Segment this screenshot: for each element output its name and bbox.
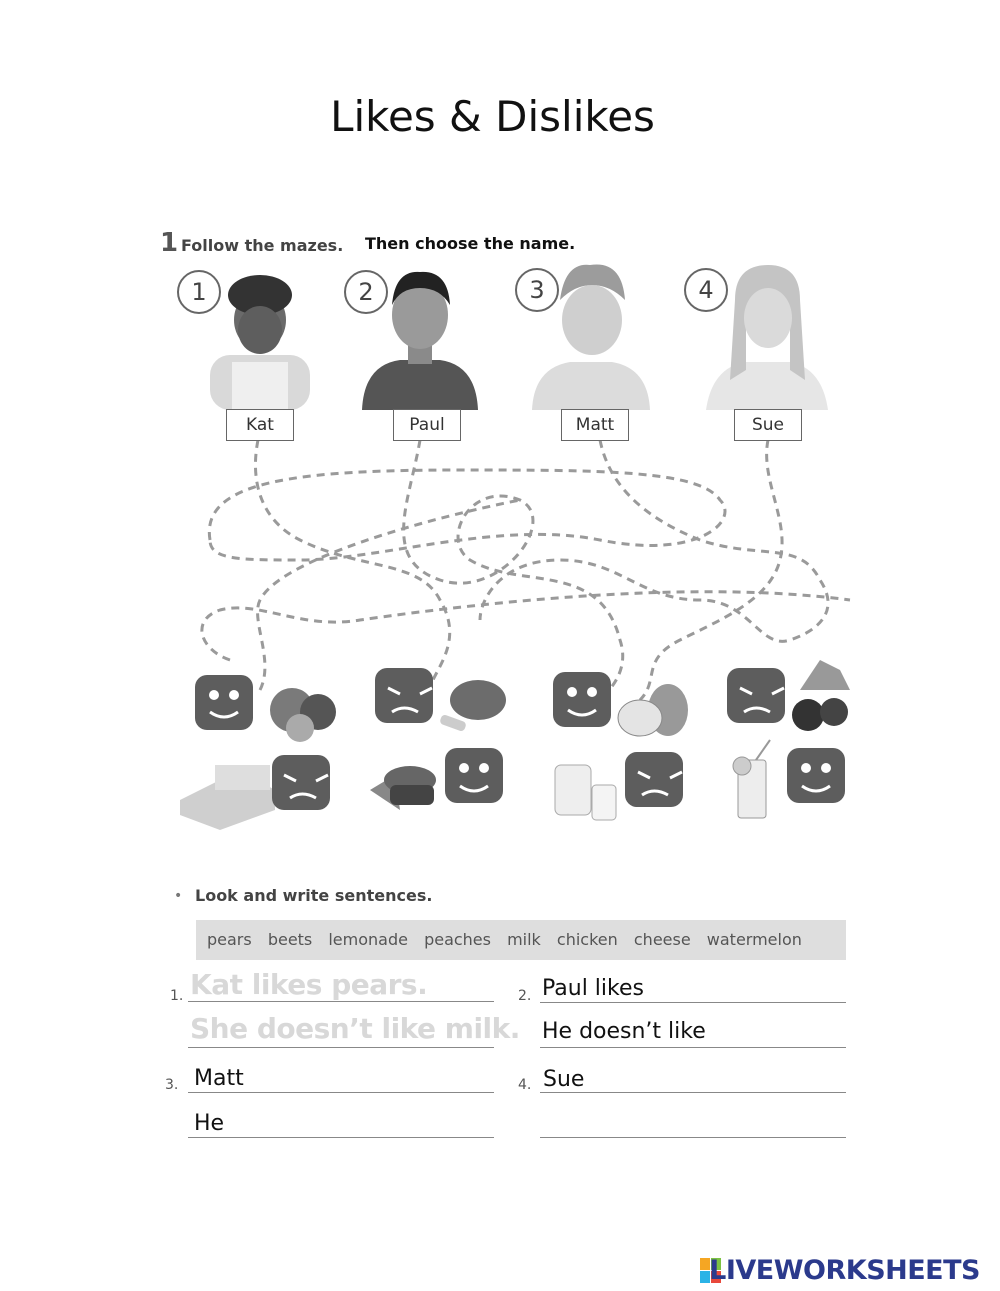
item-number-4: 4. <box>518 1077 532 1093</box>
face-icon-4a <box>727 668 785 723</box>
beets-icon <box>792 660 850 731</box>
face-icon-1a <box>195 675 253 730</box>
kid-number-4: 4 <box>684 268 728 312</box>
answer-line <box>188 1047 494 1048</box>
word-bank <box>196 920 846 960</box>
answer-line <box>188 1092 494 1093</box>
kid-number-3: 3 <box>515 268 559 312</box>
exercise-2-instruction: Look and write sentences. <box>195 886 433 905</box>
face-icon-1b <box>272 755 330 810</box>
face-icon-3b <box>625 752 683 807</box>
word-bank-item: peaches <box>424 930 491 949</box>
exercise-1-number: 1 <box>160 228 179 258</box>
answer-field-3b[interactable]: He <box>194 1111 225 1136</box>
answer-line <box>540 1092 846 1093</box>
answer-field-3a[interactable]: Matt <box>194 1066 244 1091</box>
kid-number-2: 2 <box>344 270 388 314</box>
name-box-kat[interactable]: Kat <box>226 409 294 441</box>
word-bank-item: pears <box>207 930 252 949</box>
maze-paths <box>202 440 850 700</box>
answer-line <box>540 1002 846 1003</box>
face-icon-2a <box>375 668 433 723</box>
answer-field-4a[interactable]: Sue <box>543 1067 585 1092</box>
answer-field-2b[interactable]: He doesn’t like <box>542 1019 706 1044</box>
example-sentence-2: She doesn’t like milk. <box>190 1012 520 1045</box>
exercise-1-instruction: Follow the mazes. <box>181 236 344 255</box>
answer-line <box>188 1137 494 1138</box>
word-bank-item: watermelon <box>706 930 802 949</box>
face-icon-4b <box>787 748 845 803</box>
milk-icon <box>555 765 616 820</box>
answer-line <box>540 1137 846 1138</box>
name-box-paul[interactable]: Paul <box>393 409 461 441</box>
apple-icon <box>270 688 336 742</box>
name-box-matt[interactable]: Matt <box>561 409 629 441</box>
example-sentence-1: Kat likes pears. <box>190 968 428 1001</box>
brand-wordmark: LIVEWORKSHEETS <box>709 1255 980 1286</box>
word-bank-item: cheese <box>633 930 691 949</box>
exercise-1-extra-instruction: Then choose the name. <box>365 234 576 253</box>
chicken-icon <box>439 680 506 732</box>
pear-icon <box>618 684 688 736</box>
word-bank-item: chicken <box>556 930 618 949</box>
word-bank-item: milk <box>507 930 541 949</box>
item-number-2: 2. <box>518 988 532 1004</box>
face-icon-3a <box>553 672 611 727</box>
word-bank-item: beets <box>267 930 313 949</box>
face-icon-2b <box>445 748 503 803</box>
word-bank-item: lemonade <box>328 930 408 949</box>
item-number-1: 1. <box>170 988 184 1004</box>
name-box-sue[interactable]: Sue <box>734 409 802 441</box>
lemonade-icon <box>733 740 770 818</box>
answer-field-2a[interactable]: Paul likes <box>542 976 644 1001</box>
page-title: Likes & Dislikes <box>330 92 655 141</box>
kid-photo-1 <box>210 275 310 410</box>
answer-line <box>540 1047 846 1048</box>
cheese-icon <box>180 765 275 830</box>
watermelon-icon <box>370 766 436 810</box>
item-number-3: 3. <box>165 1077 179 1093</box>
kid-number-1: 1 <box>177 270 221 314</box>
exercise-2-bullet: • <box>174 888 183 904</box>
answer-line <box>188 1001 494 1002</box>
